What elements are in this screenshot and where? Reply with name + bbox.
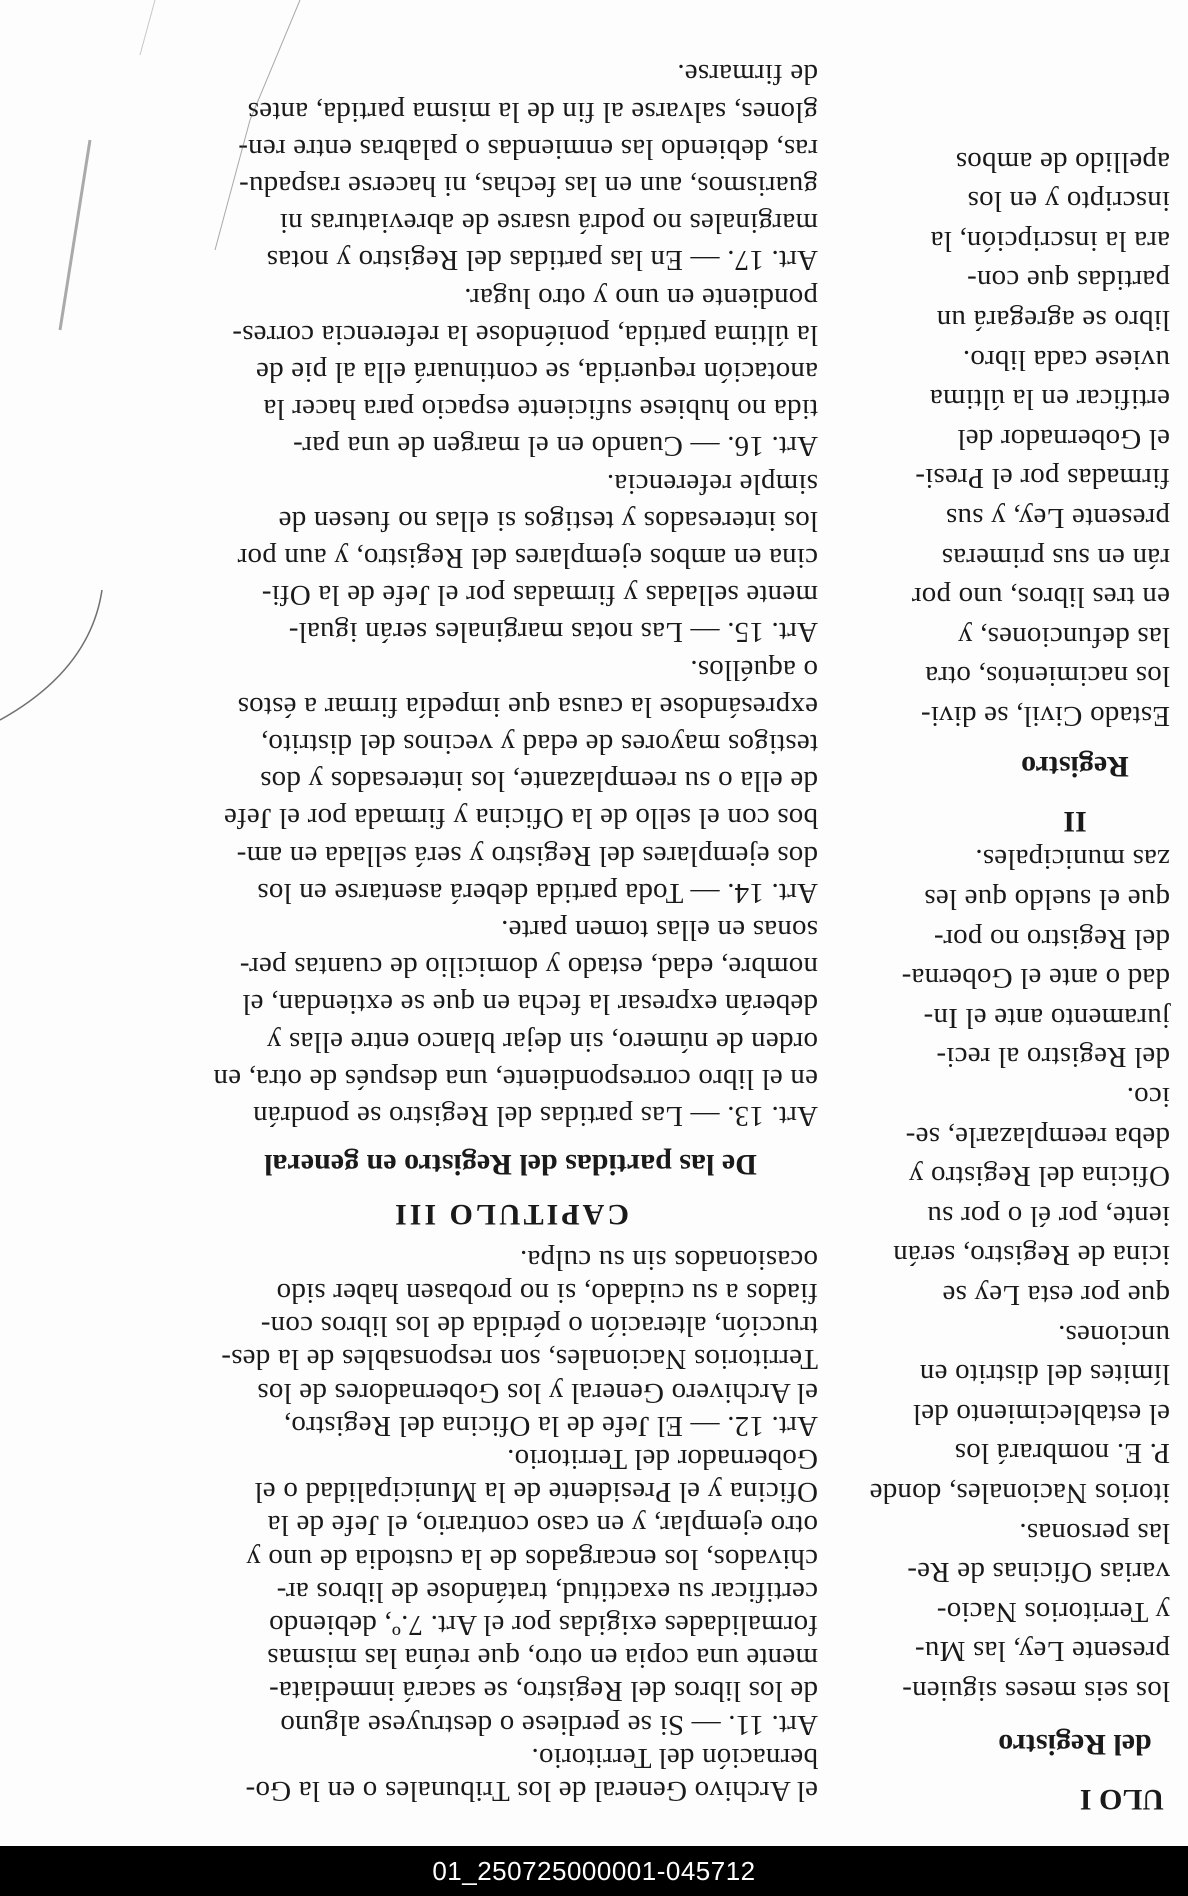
- text-line: P. E. nombrará los: [954, 1437, 1170, 1470]
- text-line: Territorios Nacionales, son responsables de la des-: [221, 1343, 818, 1376]
- text-line: ertificar en la última: [929, 383, 1170, 416]
- text-line: Estado Civil, se divi-: [920, 700, 1170, 732]
- chapter-label: ULO I: [1079, 1783, 1164, 1816]
- text-line: el Archivo General de los Tribunales o en la Go-: [245, 1775, 818, 1807]
- text-line: y Territorios Nacio-: [936, 1595, 1170, 1628]
- text-line: los seis meses siguien-: [902, 1675, 1170, 1707]
- text-line: Art. 12. — El Jefe de la Oficina del Registro,: [283, 1409, 818, 1442]
- text-line: bernación del Territorio.: [531, 1741, 818, 1774]
- text-line: de firmarse.: [677, 58, 818, 91]
- text-line: anotación requerida, se continuará ella al pie de: [255, 356, 818, 388]
- chapter-title: De las partidas del Registro en general: [264, 1148, 757, 1181]
- text-line: Art. 15. — Las notas marginales serán igual-: [288, 616, 818, 649]
- text-line: Art. 13. — Las partidas del Registro se pondrán: [252, 1100, 818, 1132]
- text-line: Oficina y el Presidente de la Municipalidad o el: [254, 1476, 818, 1509]
- text-line: nombre, edad, estado y domicilio de cuantas per-: [239, 951, 818, 984]
- text-line: firmadas por el Presi-: [915, 462, 1170, 495]
- text-line: formalidades exigidas por el Art. 7.º, debiendo: [268, 1609, 818, 1641]
- text-line: límites del distrito en: [919, 1358, 1170, 1391]
- text-line: deba reemplazarle, se-: [905, 1120, 1170, 1153]
- text-line: rán en sus primeras: [941, 541, 1170, 574]
- text-line: unciones.: [1057, 1318, 1170, 1351]
- text-line: Art. 14. — Toda partida deberá asentarse en los: [257, 876, 818, 909]
- text-line: los nacimientos, otra: [924, 660, 1170, 693]
- text-line: los interesados y testigos si ellas no fuesen de: [278, 504, 818, 537]
- text-line: en tres libros, uno por: [911, 581, 1170, 614]
- text-line: del Registro al reci-: [936, 1041, 1170, 1074]
- text-line: en el libro correspondiente, una después de otra, en: [213, 1062, 818, 1095]
- text-line: la última partida, poniéndose la referencia corres-: [232, 318, 818, 351]
- text-line: iente, por él o por su: [927, 1199, 1170, 1232]
- text-line: el Gobernador del: [957, 422, 1170, 455]
- text-line: que por esta Ley se: [942, 1279, 1170, 1311]
- text-line: dos ejemplares del Registro y será sellada en am-: [236, 839, 818, 872]
- text-line: presente Ley, las Mu-: [914, 1635, 1170, 1668]
- text-line: bos con el sello de la Oficina y firmada por el Jefe: [223, 802, 818, 835]
- text-line: tida no hubiese suficiente espacio para hacer la: [263, 393, 818, 426]
- text-line: icina de Registro, serán: [893, 1239, 1170, 1272]
- text-line: itorios Nacionales, donde: [869, 1477, 1170, 1509]
- text-line: uviese cada libro.: [962, 343, 1170, 376]
- text-line: zas municipales.: [975, 843, 1170, 876]
- text-line: del Registro no por-: [933, 922, 1170, 955]
- text-line: sonas en ellas tomen parte.: [500, 914, 818, 946]
- left-heading: del Registro: [998, 1728, 1152, 1761]
- text-line: apellido de ambos: [955, 145, 1170, 178]
- text-line: ara la inscripción, la: [930, 224, 1170, 257]
- text-line: ocasionados sin su culpa.: [519, 1243, 818, 1276]
- text-line: ras, debiendo las enmiendas o palabras entre ren-: [238, 132, 818, 165]
- text-line: inscripto y en los: [967, 185, 1170, 218]
- text-line: dad o ante el Goberna-: [901, 962, 1170, 995]
- text-line: mente una copia en otro, que reúna las mismas: [267, 1642, 818, 1675]
- text-line: las personas.: [1019, 1516, 1170, 1549]
- text-line: orden de número, sin dejar blanco entre ellas y: [266, 1025, 818, 1058]
- text-line: trucción, alteración o pérdida de los libros con-: [260, 1310, 818, 1343]
- text-line: el Archivero General y los Gobernadores de los: [257, 1376, 818, 1409]
- image-id-footer: 01_250725000001-045712: [0, 1846, 1188, 1896]
- text-line: Gobernador del Territorio.: [506, 1443, 818, 1475]
- text-line: guarismos, aun en las fechas, ni hacerse raspadu-: [238, 170, 818, 202]
- text-line: libro se agregará un: [936, 304, 1170, 336]
- text-line: simple referencia.: [606, 467, 818, 500]
- text-line: o aquéllos.: [690, 653, 818, 686]
- text-line: otro ejemplar, y en caso contrario, el Jefe de la: [267, 1509, 818, 1542]
- text-line: mente selladas y firmadas por el Jefe de la Ofi-: [261, 579, 818, 612]
- text-line: juramento ante el In-: [923, 1001, 1170, 1034]
- text-line: deberán expresar la fecha en que se extiendan, el: [242, 988, 818, 1021]
- text-line: Art. 16. — Cuando en el margen de una par-: [292, 430, 818, 463]
- text-line: ico.: [1126, 1081, 1170, 1113]
- text-line: fiados a su cuidado, si no probasen haber sido: [276, 1277, 818, 1309]
- text-line: partidas que con-: [966, 264, 1170, 297]
- text-line: certificar su exactitud, tratándose de libros ar-: [276, 1575, 818, 1608]
- text-line: varias Oficinas de Re-: [907, 1556, 1170, 1589]
- text-line: de ella o su reemplazante, los interesados y dos: [259, 765, 818, 798]
- text-line: que el sueldo que les: [924, 883, 1170, 915]
- text-line: expresándose la causa que impedía firmar a éstos: [237, 690, 818, 723]
- text-line: glones, salvarse al fin de la misma partida, antes: [247, 95, 818, 128]
- text-line: cina en ambos ejemplares del Registro, y aun por: [237, 542, 818, 574]
- text-line: Art. 17. — En las partidas del Registro y notas: [266, 244, 818, 277]
- text-line: pondiente en uno y otro lugar.: [464, 281, 818, 314]
- text-line: de los libros del Registro, se sacará inmediata-: [268, 1675, 818, 1708]
- text-line: las defunciones, y: [957, 620, 1170, 653]
- section-title: Registro: [1021, 750, 1129, 783]
- chapter-heading: CAPITULO III: [392, 1198, 629, 1231]
- text-line: testigos mayores de edad y vecinos del distrito,: [260, 728, 818, 760]
- text-line: Oficina del Registro y: [908, 1160, 1170, 1193]
- text-line: presente Ley, y sus: [945, 502, 1170, 534]
- text-line: Art. 11. — Si se perdiese o destruyese alguno: [280, 1708, 818, 1741]
- text-line: chivados, los encargados de la custodia de uno y: [246, 1542, 818, 1575]
- text-line: marginales no podrá usarse de abreviaturas ni: [279, 207, 818, 240]
- section-roman: II: [1063, 805, 1087, 838]
- text-line: el establecimiento del: [912, 1397, 1170, 1430]
